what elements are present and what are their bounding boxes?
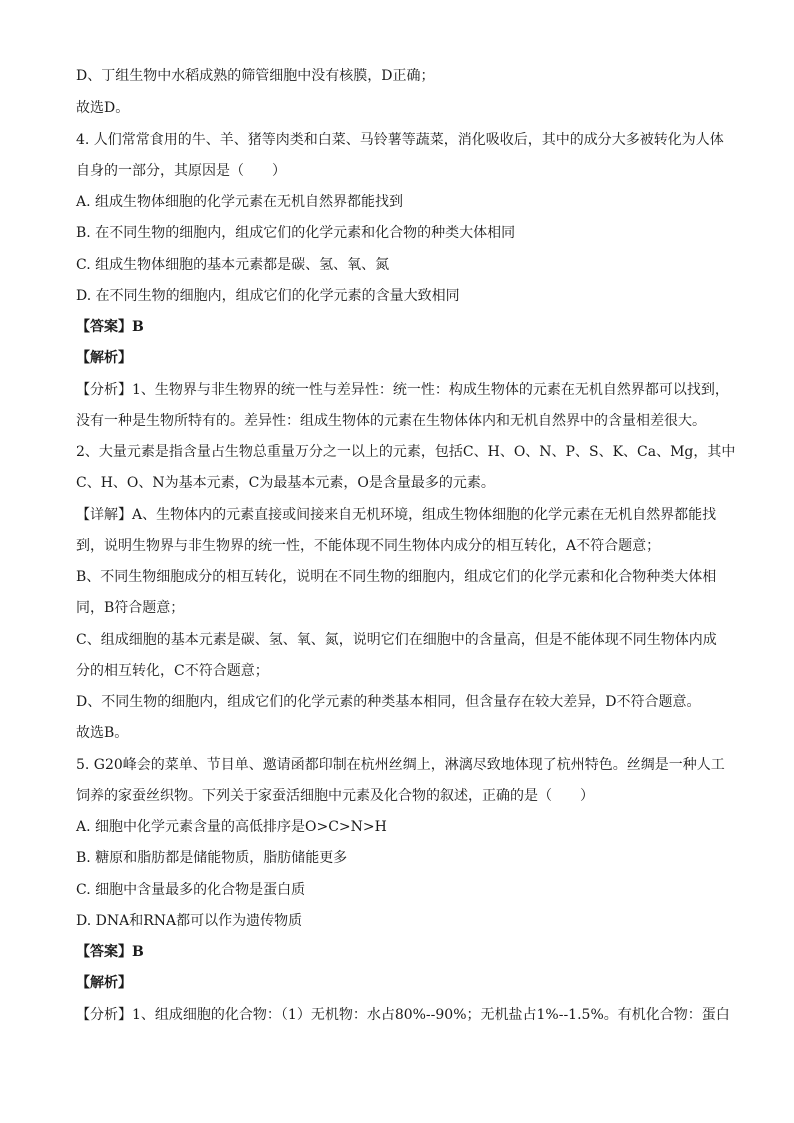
question-5-stem: 5. G20峰会的菜单、节目单、邀请函都印制在杭州丝绸上，淋漓尽致地体现了杭州特色。丝绸是一种人工 — [76, 757, 725, 773]
text-line: 故选B。 — [76, 725, 129, 741]
analysis-text: 没有一种是生物所特有的。差异性：组成生物体的元素在生物体体内和无机自然界中的含量相差很大。 — [76, 413, 706, 429]
question-4-stem: 4. 人们常常食用的牛、羊、猪等肉类和白菜、马铃薯等蔬菜，消化吸收后，其中的成分大多被转化为人体 — [76, 132, 724, 148]
question-5-stem: 饲养的家蚕丝织物。下列关于家蚕活细胞中元素及化合物的叙述，正确的是（ ） — [76, 788, 594, 804]
question-5-option-b: B. 糖原和脂肪都是储能物质，脂肪储能更多 — [76, 850, 348, 866]
detail-text: 分的相互转化，C不符合题意； — [76, 663, 269, 679]
detail-text: B、不同生物细胞成分的相互转化，说明在不同生物的细胞内，组成它们的化学元素和化合物种类大体相 — [76, 569, 717, 585]
question-5-option-c: C. 细胞中含量最多的化合物是蛋白质 — [76, 882, 306, 898]
detail-text: D、不同生物的细胞内，组成它们的化学元素的种类基本相同，但含量存在较大差异，D不符合题意。 — [76, 694, 701, 710]
detail-text: 到，说明生物界与非生物界的统一性，不能体现不同生物体内成分的相互转化，A不符合题意； — [76, 538, 661, 554]
analysis-label: 【解析】 — [76, 350, 132, 366]
analysis-text: C、H、O、N为基本元素，C为最基本元素，O是含量最多的元素。 — [76, 475, 495, 491]
question-4-option-a: A. 组成生物体细胞的化学元素在无机自然界都能找到 — [76, 194, 404, 210]
answer-label: 【答案】B — [76, 319, 144, 335]
question-4-option-b: B. 在不同生物的细胞内，组成它们的化学元素和化合物的种类大体相同 — [76, 225, 516, 241]
question-5-option-d: D. DNA和RNA都可以作为遗传物质 — [76, 913, 303, 929]
question-4-stem: 自身的一部分，其原因是（ ） — [76, 163, 286, 179]
text-line: D、丁组生物中水稻成熟的筛管细胞中没有核膜，D正确； — [76, 68, 435, 84]
analysis-text: 【分析】1、组成细胞的化合物：（1）无机物：水占80%--90%；无机盐占1%--1.5%。有机化合物：蛋白 — [76, 1007, 730, 1023]
analysis-text: 2、大量元素是指含量占生物总重量万分之一以上的元素，包括C、H、O、N、P、S、K、Ca、Mg，其中 — [76, 444, 736, 460]
text-line: 故选D。 — [76, 100, 130, 116]
detail-text: 同，B符合题意； — [76, 600, 185, 616]
detail-text: 【详解】A、生物体内的元素直接或间接来自无机环境，组成生物体细胞的化学元素在无机自然界都能找 — [76, 507, 717, 523]
question-4-option-c: C. 组成生物体细胞的基本元素都是碳、氢、氧、氮 — [76, 257, 390, 273]
answer-label: 【答案】B — [76, 944, 144, 960]
analysis-label: 【解析】 — [76, 975, 132, 991]
detail-text: C、组成细胞的基本元素是碳、氢、氧、氮，说明它们在细胞中的含量高，但是不能体现不同生物体内成 — [76, 632, 717, 648]
question-4-option-d: D. 在不同生物的细胞内，组成它们的化学元素的含量大致相同 — [76, 288, 460, 304]
analysis-text: 【分析】1、生物界与非生物界的统一性与差异性：统一性：构成生物体的元素在无机自然界都可以找到， — [76, 382, 729, 398]
question-5-option-a: A. 细胞中化学元素含量的高低排序是O>C>N>H — [76, 819, 387, 835]
